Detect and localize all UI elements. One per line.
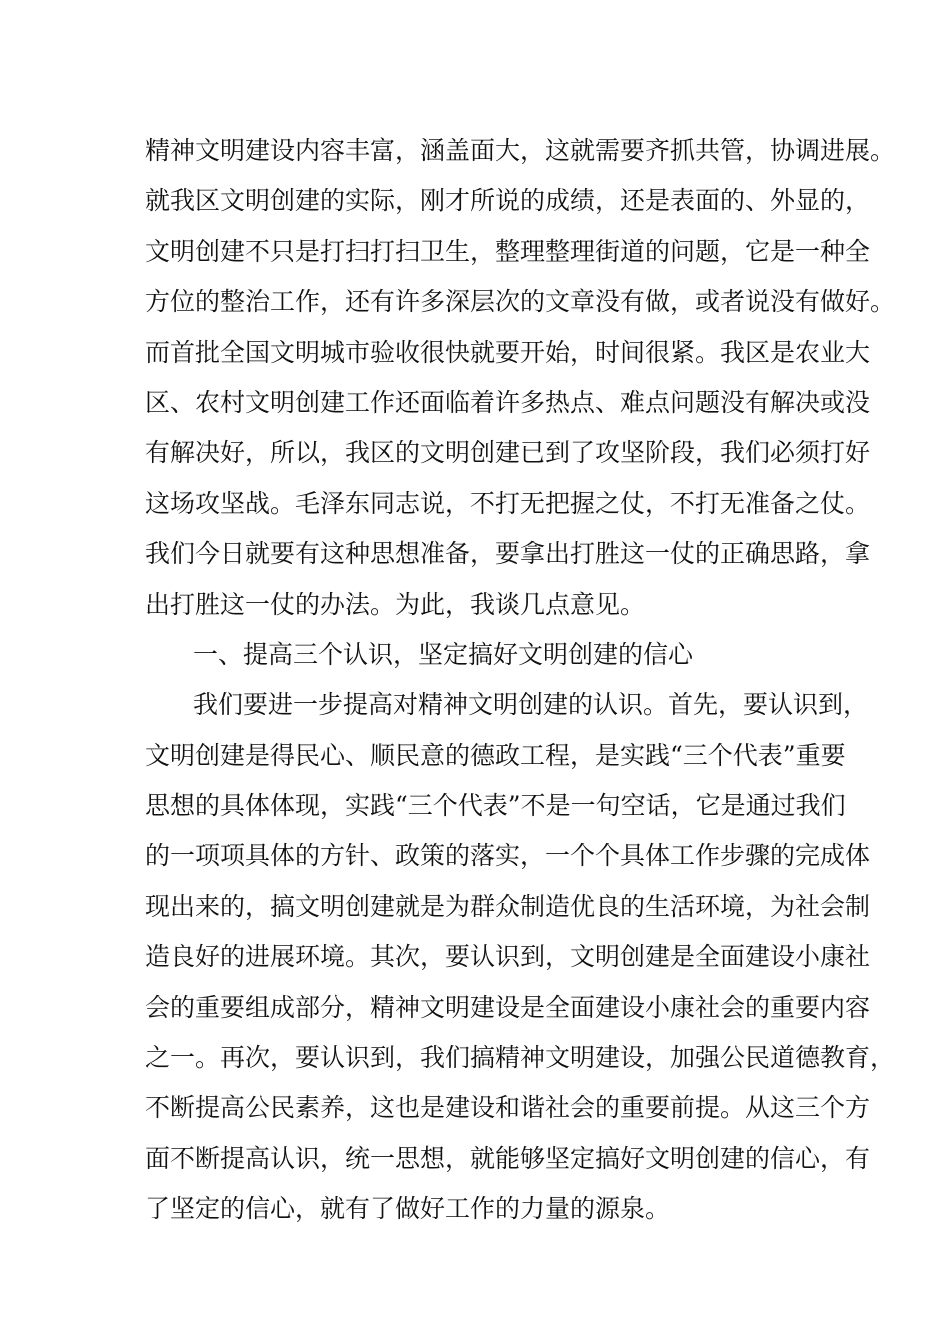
text-line: 我们要进一步提高对精神文明创建的认识。首先，要认识到， [193, 690, 869, 720]
text-line: 而首批全国文明城市验收很快就要开始，时间很紧。我区是农业大 [145, 337, 871, 367]
body-text [145, 126, 896, 1235]
text-line: 文明创建是得民心、顺民意的德政工程，是实践“三个代表”重要 [145, 740, 846, 770]
section-heading: 一、提高三个认识，坚定搞好文明创建的信心 [193, 639, 694, 669]
text-line: 会的重要组成部分，精神文明建设是全面建设小康社会的重要内容 [145, 992, 871, 1022]
text-line: 方位的整治工作，还有许多深层次的文章没有做，或者说没有做好。 [145, 287, 896, 317]
text-line: 这场攻坚战。毛泽东同志说，不打无把握之仗，不打无准备之仗。 [145, 488, 871, 518]
text-line: 我们今日就要有这种思想准备，要拿出打胜这一仗的正确思路，拿 [145, 539, 871, 569]
text-line: 不断提高公民素养，这也是建设和谐社会的重要前提。从这三个方 [145, 1093, 871, 1123]
text-line: 造良好的进展环境。其次，要认识到，文明创建是全面建设小康社 [145, 942, 871, 972]
text-line: 现出来的，搞文明创建就是为群众制造优良的生活环境，为社会制 [145, 891, 871, 921]
text-line: 之一。再次，要认识到，我们搞精神文明建设，加强公民道德教育， [145, 1043, 896, 1073]
text-line: 就我区文明创建的实际，刚才所说的成绩，还是表面的、外显的， [145, 186, 871, 216]
text-line: 出打胜这一仗的办法。为此，我谈几点意见。 [145, 589, 646, 619]
text-line: 面不断提高认识，统一思想，就能够坚定搞好文明创建的信心，有 [145, 1143, 871, 1173]
text-line: 文明创建不只是打扫打扫卫生，整理整理街道的问题，它是一种全 [145, 236, 871, 266]
text-line: 区、农村文明创建工作还面临着许多热点、难点问题没有解决或没 [145, 387, 871, 417]
text-line: 思想的具体体现，实践“三个代表”不是一句空话，它是通过我们 [145, 791, 846, 821]
text-line: 精神文明建设内容丰富，涵盖面大，这就需要齐抓共管，协调进展。 [145, 136, 896, 165]
text-line: 的一项项具体的方针、政策的落实，一个个具体工作步骤的完成体 [145, 841, 871, 871]
text-line: 有解决好，所以，我区的文明创建已到了攻坚阶段，我们必须打好 [145, 438, 871, 468]
text-line: 了坚定的信心，就有了做好工作的力量的源泉。 [145, 1194, 671, 1224]
